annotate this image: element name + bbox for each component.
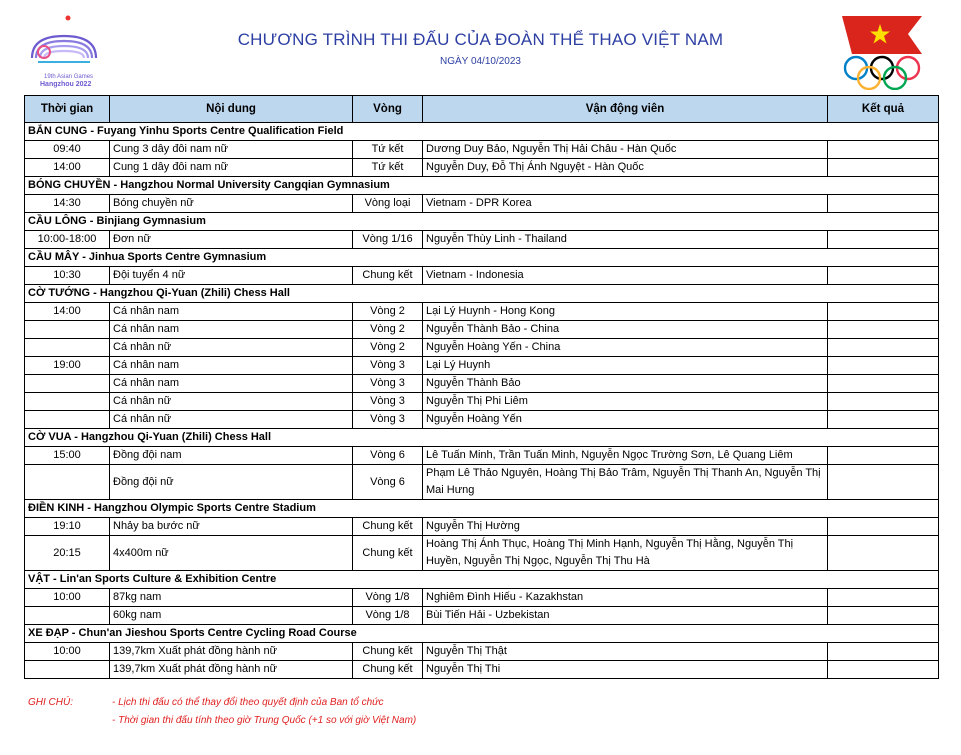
section-title: ĐIỀN KINH - Hangzhou Olympic Sports Centre Stadium xyxy=(25,500,939,518)
col-header-time: Thời gian xyxy=(25,96,110,123)
notes-label: GHI CHÚ: xyxy=(28,697,73,708)
cell-time xyxy=(25,393,110,411)
cell-round: Vòng 1/8 xyxy=(353,607,423,625)
cell-content: Cá nhân nam xyxy=(110,357,353,375)
cell-round: Vòng 2 xyxy=(353,321,423,339)
cell-time: 10:00 xyxy=(25,589,110,607)
cell-athletes: Vietnam - DPR Korea xyxy=(423,195,828,213)
logo-text-2: Hangzhou 2022 xyxy=(40,81,92,88)
cell-round: Chung kết xyxy=(353,536,423,571)
cell-result xyxy=(828,411,939,429)
table-row xyxy=(25,393,939,411)
cell-athletes: Lại Lý Huynh xyxy=(423,357,828,375)
cell-round: Vòng 1/8 xyxy=(353,589,423,607)
cell-athletes: Nghiêm Đình Hiếu - Kazakhstan xyxy=(423,589,828,607)
cell-result xyxy=(828,339,939,357)
cell-result xyxy=(828,661,939,679)
table-row xyxy=(25,267,939,285)
cell-content: Cá nhân nữ xyxy=(110,411,353,429)
cell-time: 10:00 xyxy=(25,643,110,661)
table-row xyxy=(25,339,939,357)
section-title: CỜ TƯỚNG - Hangzhou Qi-Yuan (Zhili) Chess Hall xyxy=(25,285,939,303)
cell-result xyxy=(828,195,939,213)
section-header-row xyxy=(25,177,939,195)
page-title: CHƯƠNG TRÌNH THI ĐẤU CỦA ĐOÀN THỂ THAO VIỆT NAM xyxy=(237,30,724,49)
table-row xyxy=(25,159,939,177)
cell-athletes: Nguyễn Thùy Linh - Thailand xyxy=(423,231,828,249)
cell-result xyxy=(828,267,939,285)
col-header-content: Nội dung xyxy=(110,96,353,123)
cell-round: Tứ kết xyxy=(353,159,423,177)
cell-time xyxy=(25,411,110,429)
section-title: XE ĐẠP - Chun'an Jieshou Sports Centre Cycling Road Course xyxy=(25,625,939,643)
cell-athletes: Hoàng Thị Ánh Thục, Hoàng Thị Minh Hạnh, Nguyễn Thị Hằng, Nguyễn Thị Huyền, Nguyễn Thị Ngọc, Nguyễn Thị Thu Hà xyxy=(423,536,828,571)
cell-time xyxy=(25,375,110,393)
cell-content: Cung 1 dây đôi nam nữ xyxy=(110,159,353,177)
cell-athletes: Phạm Lê Thảo Nguyên, Hoàng Thị Bảo Trâm, Nguyễn Thị Thanh An, Nguyễn Thị Mai Hưng xyxy=(423,465,828,500)
cell-athletes: Nguyễn Thành Bảo xyxy=(423,375,828,393)
section-header-row xyxy=(25,500,939,518)
schedule-table xyxy=(24,95,939,679)
cell-time: 14:00 xyxy=(25,303,110,321)
cell-content: Đồng đội nữ xyxy=(110,465,353,500)
page-date: NGÀY 04/10/2023 xyxy=(440,56,521,67)
section-title: CẦU LÔNG - Binjiang Gymnasium xyxy=(25,213,939,231)
section-title: CỜ VUA - Hangzhou Qi-Yuan (Zhili) Chess Hall xyxy=(25,429,939,447)
vietnam-flag-olympic-rings-icon xyxy=(838,14,928,90)
cell-round: Vòng 2 xyxy=(353,303,423,321)
section-header-row xyxy=(25,625,939,643)
cell-round: Vòng 6 xyxy=(353,447,423,465)
cell-athletes: Dương Duy Bảo, Nguyễn Thị Hải Châu - Hàn Quốc xyxy=(423,141,828,159)
cell-content: Đơn nữ xyxy=(110,231,353,249)
table-row xyxy=(25,411,939,429)
cell-athletes: Nguyễn Hoàng Yến xyxy=(423,411,828,429)
cell-round: Vòng 3 xyxy=(353,411,423,429)
cell-round: Chung kết xyxy=(353,518,423,536)
cell-content: Đồng đội nam xyxy=(110,447,353,465)
table-row xyxy=(25,357,939,375)
cell-athletes: Nguyễn Thành Bảo - China xyxy=(423,321,828,339)
asian-games-emblem-icon xyxy=(24,14,104,90)
cell-result xyxy=(828,589,939,607)
cell-time: 19:10 xyxy=(25,518,110,536)
cell-time: 10:00-18:00 xyxy=(25,231,110,249)
cell-time xyxy=(25,661,110,679)
col-header-result: Kết quả xyxy=(828,96,939,123)
cell-time: 14:30 xyxy=(25,195,110,213)
cell-result xyxy=(828,141,939,159)
cell-content: Cá nhân nữ xyxy=(110,393,353,411)
col-header-round: Vòng xyxy=(353,96,423,123)
logo-text-1: 19th Asian Games xyxy=(44,74,94,80)
table-row xyxy=(25,375,939,393)
cell-result xyxy=(828,607,939,625)
section-header-row xyxy=(25,213,939,231)
cell-result xyxy=(828,159,939,177)
cell-content: 60kg nam xyxy=(110,607,353,625)
cell-round: Vòng 6 xyxy=(353,465,423,500)
cell-content: Cá nhân nam xyxy=(110,321,353,339)
cell-time: 15:00 xyxy=(25,447,110,465)
section-header-row xyxy=(25,571,939,589)
cell-result xyxy=(828,393,939,411)
cell-result xyxy=(828,321,939,339)
table-row xyxy=(25,303,939,321)
cell-round: Vòng 3 xyxy=(353,393,423,411)
section-title: BÓNG CHUYỀN - Hangzhou Normal University Cangqian Gymnasium xyxy=(25,177,939,195)
section-title: VẬT - Lin'an Sports Culture & Exhibition Centre xyxy=(25,571,939,589)
cell-round: Vòng 1/16 xyxy=(353,231,423,249)
cell-athletes: Nguyễn Thị Phi Liêm xyxy=(423,393,828,411)
table-row xyxy=(25,195,939,213)
table-row xyxy=(25,661,939,679)
cell-time xyxy=(25,465,110,500)
note-line-2: - Thời gian thi đấu tính theo giờ Trung Quốc (+1 so với giờ Việt Nam) xyxy=(112,715,417,726)
cell-content: Cá nhân nam xyxy=(110,375,353,393)
cell-content: Cá nhân nam xyxy=(110,303,353,321)
cell-result xyxy=(828,447,939,465)
cell-round: Vòng 3 xyxy=(353,357,423,375)
cell-time: 10:30 xyxy=(25,267,110,285)
cell-content: 4x400m nữ xyxy=(110,536,353,571)
table-header-row xyxy=(25,96,939,123)
cell-athletes: Nguyễn Thị Hường xyxy=(423,518,828,536)
table-row xyxy=(25,231,939,249)
cell-result xyxy=(828,465,939,500)
section-title: BẮN CUNG - Fuyang Yinhu Sports Centre Qualification Field xyxy=(25,123,939,141)
cell-content: 139,7km Xuất phát đồng hành nữ xyxy=(110,643,353,661)
cell-round: Chung kết xyxy=(353,643,423,661)
cell-time: 09:40 xyxy=(25,141,110,159)
cell-result xyxy=(828,231,939,249)
col-header-athletes: Vận động viên xyxy=(423,96,828,123)
table-row xyxy=(25,321,939,339)
cell-round: Vòng loại xyxy=(353,195,423,213)
table-row xyxy=(25,536,939,571)
cell-content: 139,7km Xuất phát đồng hành nữ xyxy=(110,661,353,679)
cell-round: Vòng 2 xyxy=(353,339,423,357)
section-header-row xyxy=(25,249,939,267)
cell-result xyxy=(828,643,939,661)
cell-athletes: Lại Lý Huynh - Hong Kong xyxy=(423,303,828,321)
cell-content: Bóng chuyền nữ xyxy=(110,195,353,213)
cell-athletes: Bùi Tiến Hải - Uzbekistan xyxy=(423,607,828,625)
cell-result xyxy=(828,536,939,571)
cell-content: Đội tuyển 4 nữ xyxy=(110,267,353,285)
section-header-row xyxy=(25,123,939,141)
cell-result xyxy=(828,518,939,536)
cell-time: 20:15 xyxy=(25,536,110,571)
cell-content: Nhảy ba bước nữ xyxy=(110,518,353,536)
table-row xyxy=(25,643,939,661)
cell-round: Tứ kết xyxy=(353,141,423,159)
cell-result xyxy=(828,375,939,393)
cell-athletes: Nguyễn Hoàng Yến - China xyxy=(423,339,828,357)
table-row xyxy=(25,447,939,465)
table-row xyxy=(25,589,939,607)
cell-result xyxy=(828,303,939,321)
cell-round: Chung kết xyxy=(353,661,423,679)
asian-games-logo xyxy=(24,14,104,90)
section-title: CẦU MÂY - Jinhua Sports Centre Gymnasium xyxy=(25,249,939,267)
cell-content: Cung 3 dây đôi nam nữ xyxy=(110,141,353,159)
cell-athletes: Nguyễn Thị Thi xyxy=(423,661,828,679)
cell-time xyxy=(25,607,110,625)
table-row xyxy=(25,518,939,536)
cell-result xyxy=(828,357,939,375)
note-line-1: - Lịch thi đấu có thể thay đổi theo quyết định của Ban tổ chức xyxy=(112,697,384,708)
table-row xyxy=(25,607,939,625)
cell-round: Chung kết xyxy=(353,267,423,285)
table-row xyxy=(25,465,939,500)
cell-time xyxy=(25,321,110,339)
cell-time: 14:00 xyxy=(25,159,110,177)
vietnam-olympic-logo xyxy=(838,14,928,90)
cell-round: Vòng 3 xyxy=(353,375,423,393)
cell-athletes: Nguyễn Duy, Đỗ Thị Ánh Nguyệt - Hàn Quốc xyxy=(423,159,828,177)
section-header-row xyxy=(25,429,939,447)
cell-athletes: Nguyễn Thị Thật xyxy=(423,643,828,661)
cell-athletes: Lê Tuấn Minh, Trần Tuấn Minh, Nguyễn Ngọc Trường Sơn, Lê Quang Liêm xyxy=(423,447,828,465)
cell-content: 87kg nam xyxy=(110,589,353,607)
cell-content: Cá nhân nữ xyxy=(110,339,353,357)
cell-athletes: Vietnam - Indonesia xyxy=(423,267,828,285)
cell-time: 19:00 xyxy=(25,357,110,375)
section-header-row xyxy=(25,285,939,303)
table-row xyxy=(25,141,939,159)
cell-time xyxy=(25,339,110,357)
schedule-body xyxy=(25,123,939,679)
